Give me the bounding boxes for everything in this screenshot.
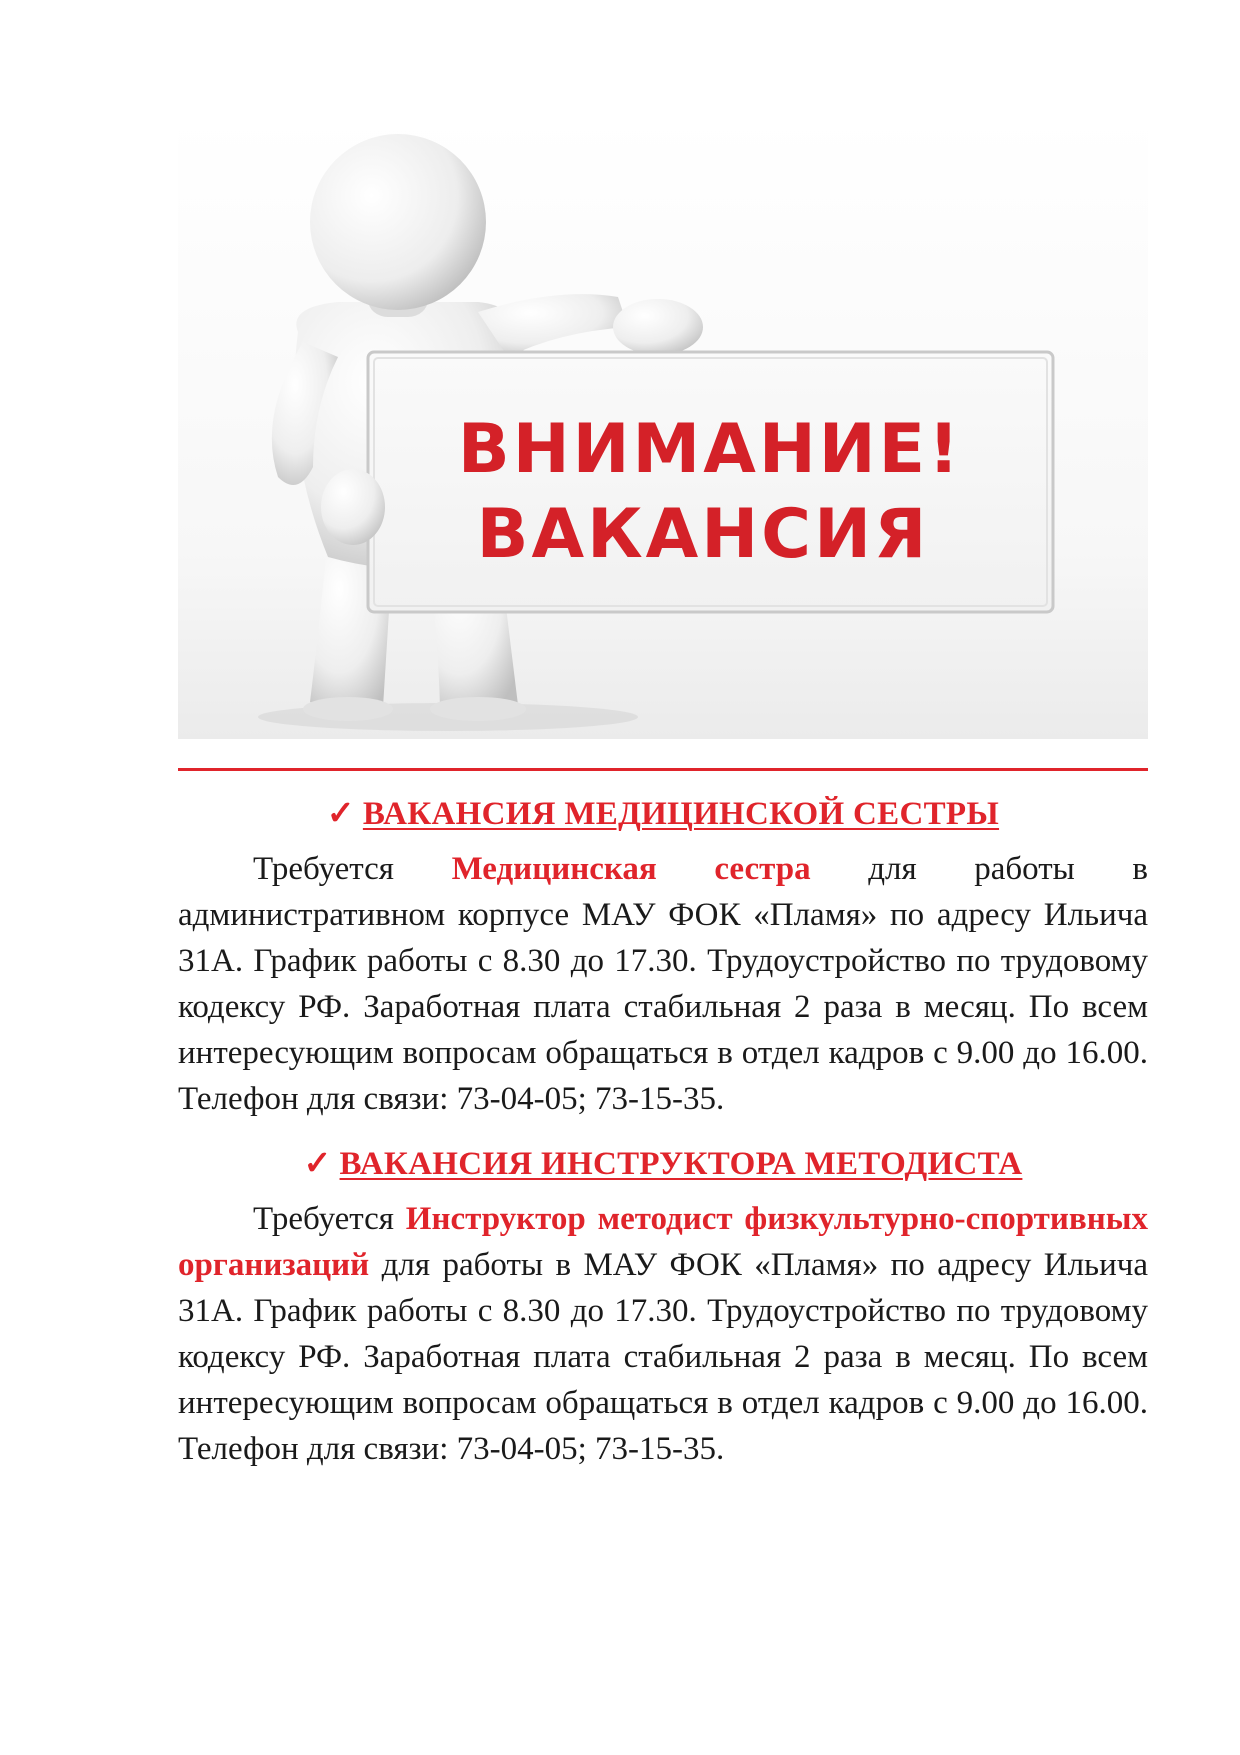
- section-heading: [178, 790, 1148, 838]
- sign-line-1: ВНИМАНИЕ!: [457, 410, 963, 489]
- person-holding-sign-illustration: [178, 117, 1148, 739]
- body-text: для работы в административном корпусе МАУ ФОК «Пламя» по адресу Ильича 31А. График работы с 8.30 до 17.30. Трудоустройство по трудовому кодексу РФ. Заработная плата стабильная 2 раза в месяц. По всем интересующим вопросам обращаться в отдел кадров с 9.00 до 16.00. Телефон для связи: 73-04-05; 73-15-35.: [178, 851, 1149, 1117]
- checkmark-icon: ✓: [303, 1146, 332, 1182]
- hero-illustration: [178, 117, 1148, 739]
- position-title: Инструктор методист физкультурно-спортивных организаций: [178, 1201, 1149, 1283]
- lead-text: Требуется: [253, 1201, 394, 1237]
- body-text: для работы в МАУ ФОК «Пламя» по адресу Ильича 31А. График работы с 8.30 до 17.30. Трудоустройство по трудовому кодексу РФ. Заработная плата стабильная 2 раза в месяц. По всем интересующим вопросам обращаться в отдел кадров с 9.00 до 16.00. Телефон для связи: 73-04-05; 73-15-35.: [178, 1247, 1149, 1467]
- section-heading: [178, 1140, 1148, 1188]
- checkmark-icon: ✓: [326, 796, 355, 832]
- vacancy-description: [178, 1196, 1148, 1472]
- heading-text: ВАКАНСИЯ ИНСТРУКТОРА МЕТОДИСТА: [339, 1146, 1023, 1182]
- vacancy-instructor: [178, 1140, 1148, 1472]
- vacancy-description: [178, 846, 1148, 1122]
- sign-line-2: ВАКАНСИЯ: [476, 495, 930, 574]
- vacancy-nurse: [178, 790, 1148, 1122]
- position-title: Медицинская сестра: [451, 851, 811, 887]
- lead-text: Требуется: [253, 851, 394, 887]
- heading-text: ВАКАНСИЯ МЕДИЦИНСКОЙ СЕСТРЫ: [362, 796, 1000, 832]
- red-divider: [178, 768, 1148, 771]
- vacancy-list: [178, 790, 1148, 1472]
